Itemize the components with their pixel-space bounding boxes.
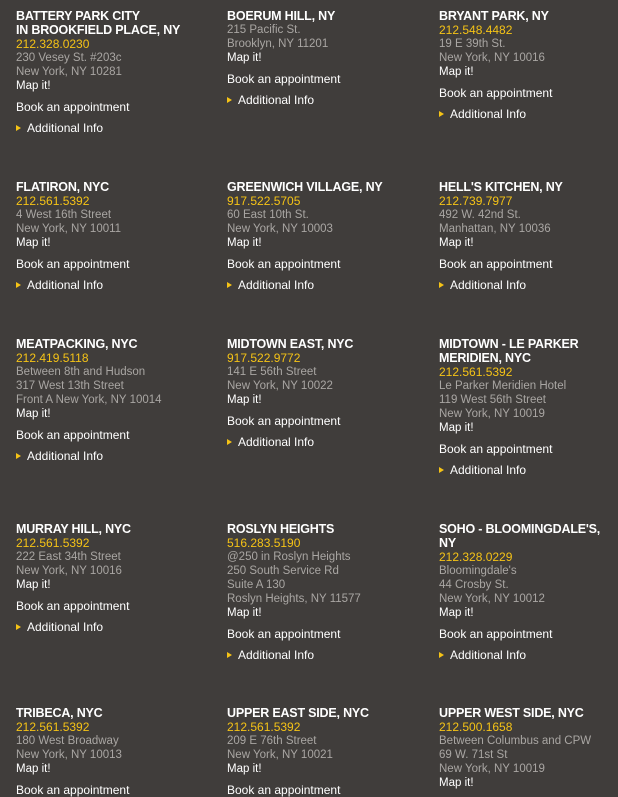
- address-line: 209 E 76th Street: [227, 735, 317, 747]
- address-line: New York, NY 10019: [439, 763, 545, 775]
- location-name: TRIBECA, NYC: [16, 706, 103, 720]
- additional-info-toggle[interactable]: [439, 648, 614, 662]
- triangle-right-icon: [439, 652, 444, 658]
- location-card: [16, 706, 206, 797]
- location-card: [439, 180, 618, 292]
- map-it-link[interactable]: Map it!: [16, 408, 51, 420]
- triangle-right-icon: [227, 282, 232, 288]
- map-it-link[interactable]: Map it!: [439, 422, 474, 434]
- location-phone[interactable]: 212.561.5392: [16, 194, 90, 208]
- map-it-link[interactable]: Map it!: [227, 763, 262, 775]
- location-name: MIDTOWN EAST, NYC: [227, 337, 354, 351]
- triangle-right-icon: [439, 111, 444, 117]
- location-card: [439, 337, 618, 477]
- book-appointment-link[interactable]: Book an appointment: [16, 428, 130, 442]
- additional-info-toggle[interactable]: [227, 278, 417, 292]
- map-it-link[interactable]: Map it!: [227, 607, 262, 619]
- triangle-right-icon: [439, 282, 444, 288]
- address-line: Front A New York, NY 10014: [16, 394, 162, 406]
- location-name: BRYANT PARK, NY: [439, 9, 549, 23]
- additional-info-toggle[interactable]: [439, 278, 618, 292]
- book-appointment-link[interactable]: Book an appointment: [16, 599, 130, 613]
- additional-info-toggle[interactable]: [227, 435, 417, 449]
- additional-info-toggle[interactable]: [16, 278, 206, 292]
- location-phone[interactable]: 917.522.9772: [227, 351, 301, 365]
- additional-info-label: Additional Info: [450, 463, 527, 477]
- location-name: BATTERY PARK CITY IN BROOKFIELD PLACE, NY: [16, 9, 181, 37]
- location-phone[interactable]: 212.739.7977: [439, 194, 513, 208]
- address-line: New York, NY 10016: [16, 565, 122, 577]
- location-phone[interactable]: 917.522.5705: [227, 194, 301, 208]
- triangle-right-icon: [227, 97, 232, 103]
- map-it-link[interactable]: Map it!: [16, 237, 51, 249]
- location-card: [16, 9, 206, 135]
- location-phone[interactable]: 212.561.5392: [16, 720, 90, 734]
- book-appointment-link[interactable]: Book an appointment: [439, 442, 553, 456]
- location-name: ROSLYN HEIGHTS: [227, 522, 335, 536]
- additional-info-label: Additional Info: [27, 449, 104, 463]
- triangle-right-icon: [16, 624, 21, 630]
- address-line: Brooklyn, NY 11201: [227, 38, 329, 50]
- location-card: [16, 337, 206, 463]
- map-it-link[interactable]: Map it!: [227, 52, 262, 64]
- location-card: [227, 522, 417, 662]
- location-name: GREENWICH VILLAGE, NY: [227, 180, 383, 194]
- book-appointment-link[interactable]: Book an appointment: [439, 627, 553, 641]
- address-line: 222 East 34th Street: [16, 551, 121, 563]
- address-line: 492 W. 42nd St.: [439, 209, 521, 221]
- map-it-link[interactable]: Map it!: [439, 777, 474, 789]
- triangle-right-icon: [227, 652, 232, 658]
- location-card: [227, 9, 417, 107]
- address-line: 60 East 10th St.: [227, 209, 309, 221]
- location-phone[interactable]: 516.283.5190: [227, 536, 301, 550]
- location-phone[interactable]: 212.500.1658: [439, 720, 513, 734]
- address-line: 119 West 56th Street: [439, 394, 546, 406]
- location-name: SOHO - BLOOMINGDALE'S, NY: [439, 522, 601, 550]
- address-line: New York, NY 10012: [439, 593, 545, 605]
- location-card: [227, 180, 417, 292]
- location-card: [227, 706, 417, 797]
- location-name: MEATPACKING, NYC: [16, 337, 138, 351]
- address-line: 317 West 13th Street: [16, 380, 124, 392]
- address-line: Suite A 130: [227, 579, 286, 591]
- additional-info-label: Additional Info: [238, 435, 315, 449]
- additional-info-label: Additional Info: [27, 278, 104, 292]
- location-card: [439, 9, 618, 121]
- address-line: New York, NY 10011: [16, 223, 122, 235]
- triangle-right-icon: [16, 282, 21, 288]
- map-it-link[interactable]: Map it!: [16, 763, 51, 775]
- address-line: Bloomingdale's: [439, 565, 517, 577]
- additional-info-label: Additional Info: [238, 278, 315, 292]
- additional-info-toggle[interactable]: [16, 121, 206, 135]
- address-line: 4 West 16th Street: [16, 209, 112, 221]
- address-line: New York, NY 10022: [227, 380, 333, 392]
- additional-info-toggle[interactable]: [439, 107, 618, 121]
- additional-info-label: Additional Info: [27, 620, 104, 634]
- address-line: 44 Crosby St.: [439, 579, 509, 591]
- map-it-link[interactable]: Map it!: [16, 579, 51, 591]
- address-line: 230 Vesey St. #203c: [16, 52, 122, 64]
- additional-info-toggle[interactable]: [439, 463, 618, 477]
- address-line: New York, NY 10281: [16, 66, 122, 78]
- additional-info-toggle[interactable]: [227, 648, 417, 662]
- location-name: MURRAY HILL, NYC: [16, 522, 131, 536]
- triangle-right-icon: [16, 125, 21, 131]
- triangle-right-icon: [227, 439, 232, 445]
- map-it-link[interactable]: Map it!: [16, 80, 51, 92]
- location-card: [227, 337, 417, 449]
- location-phone[interactable]: 212.419.5118: [16, 351, 89, 365]
- book-appointment-link[interactable]: Book an appointment: [16, 100, 130, 114]
- address-line: Roslyn Heights, NY 11577: [227, 593, 361, 605]
- map-it-link[interactable]: Map it!: [227, 394, 262, 406]
- address-line: New York, NY 10021: [227, 749, 333, 761]
- book-appointment-link[interactable]: Book an appointment: [227, 414, 341, 428]
- location-phone[interactable]: 212.561.5392: [439, 365, 513, 379]
- additional-info-toggle[interactable]: [16, 620, 206, 634]
- location-name: UPPER EAST SIDE, NYC: [227, 706, 369, 720]
- book-appointment-link[interactable]: Book an appointment: [227, 627, 341, 641]
- book-appointment-link[interactable]: Book an appointment: [439, 257, 553, 271]
- book-appointment-link[interactable]: Book an appointment: [16, 783, 130, 797]
- additional-info-label: Additional Info: [27, 121, 104, 135]
- additional-info-label: Additional Info: [238, 648, 315, 662]
- address-line: 250 South Service Rd: [227, 565, 339, 577]
- address-line: Manhattan, NY 10036: [439, 223, 551, 235]
- location-card: [16, 180, 206, 292]
- map-it-link[interactable]: Map it!: [227, 237, 262, 249]
- location-phone[interactable]: 212.561.5392: [227, 720, 301, 734]
- book-appointment-link[interactable]: Book an appointment: [227, 783, 341, 797]
- additional-info-label: Additional Info: [450, 107, 527, 121]
- address-line: Between 8th and Hudson: [16, 366, 146, 378]
- location-phone[interactable]: 212.548.4482: [439, 23, 513, 37]
- address-line: 215 Pacific St.: [227, 24, 301, 36]
- book-appointment-link[interactable]: Book an appointment: [439, 86, 553, 100]
- book-appointment-link[interactable]: Book an appointment: [227, 257, 341, 271]
- book-appointment-link[interactable]: Book an appointment: [227, 72, 341, 86]
- location-name: UPPER WEST SIDE, NYC: [439, 706, 584, 720]
- address-line: 180 West Broadway: [16, 735, 119, 747]
- address-line: Le Parker Meridien Hotel: [439, 380, 567, 392]
- additional-info-label: Additional Info: [238, 93, 315, 107]
- location-phone[interactable]: 212.328.0230: [16, 37, 90, 51]
- additional-info-label: Additional Info: [450, 278, 527, 292]
- triangle-right-icon: [439, 467, 444, 473]
- book-appointment-link[interactable]: Book an appointment: [16, 257, 130, 271]
- location-name: HELL'S KITCHEN, NY: [439, 180, 563, 194]
- additional-info-toggle[interactable]: [227, 93, 417, 107]
- map-it-link[interactable]: Map it!: [439, 237, 474, 249]
- address-line: New York, NY 10003: [227, 223, 333, 235]
- address-line: 19 E 39th St.: [439, 38, 506, 50]
- location-name: FLATIRON, NYC: [16, 180, 109, 194]
- additional-info-toggle[interactable]: [16, 449, 206, 463]
- location-name: MIDTOWN - LE PARKER MERIDIEN, NYC: [439, 337, 579, 365]
- location-phone[interactable]: 212.328.0229: [439, 550, 513, 564]
- address-line: New York, NY 10019: [439, 408, 545, 420]
- additional-info-label: Additional Info: [450, 648, 527, 662]
- address-line: 69 W. 71st St: [439, 749, 508, 761]
- address-line: 141 E 56th Street: [227, 366, 317, 378]
- address-line: New York, NY 10013: [16, 749, 122, 761]
- location-card: [439, 522, 614, 662]
- location-phone[interactable]: 212.561.5392: [16, 536, 90, 550]
- location-card: [16, 522, 206, 634]
- address-line: New York, NY 10016: [439, 52, 545, 64]
- address-line: @250 in Roslyn Heights: [227, 551, 351, 563]
- map-it-link[interactable]: Map it!: [439, 607, 474, 619]
- map-it-link[interactable]: Map it!: [439, 66, 474, 78]
- location-name: BOERUM HILL, NY: [227, 9, 336, 23]
- address-line: Between Columbus and CPW: [439, 735, 592, 747]
- triangle-right-icon: [16, 453, 21, 459]
- location-card: [439, 706, 618, 790]
